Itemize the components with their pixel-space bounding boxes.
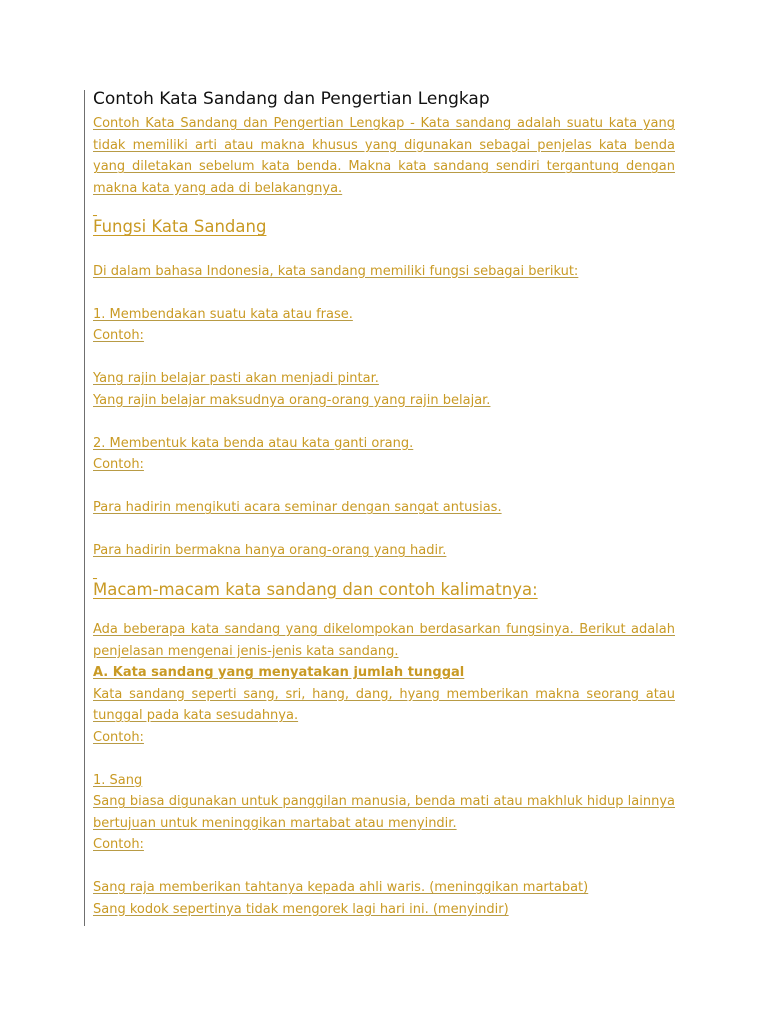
example-link[interactable]: Yang rajin belajar maksudnya orang-orang yang rajin belajar. — [93, 392, 491, 408]
spacer — [93, 282, 675, 304]
document-content — [93, 88, 675, 920]
spacer — [93, 519, 675, 541]
small-link-marker[interactable]: _ — [93, 569, 97, 579]
spacer — [93, 748, 675, 770]
contoh-label-link[interactable]: Contoh: — [93, 457, 144, 472]
spacer — [93, 347, 675, 369]
example-link[interactable]: Yang rajin belajar pasti akan menjadi pintar. — [93, 371, 379, 386]
contoh-label-link[interactable]: Contoh: — [93, 837, 144, 852]
left-margin-rule — [84, 90, 85, 926]
sang-description-link[interactable]: Sang biasa digunakan untuk panggilan manusia, benda mati atau makhluk hidup lainnya bertujuan untuk meninggikan martabat atau menyindir. — [93, 794, 675, 831]
fungsi-point-2-link[interactable]: 2. Membentuk kata benda atau kata ganti orang. — [93, 435, 414, 451]
spacer — [93, 600, 675, 622]
document-title: Contoh Kata Sandang dan Pengertian Lengkap — [93, 89, 490, 109]
spacer — [93, 411, 675, 433]
sang-example-link[interactable]: Sang kodok sepertinya tidak mengorek lagi hari ini. (menyindir) — [93, 901, 509, 917]
example-link[interactable]: Para hadirin mengikuti acara seminar dengan sangat antusias. — [93, 500, 502, 515]
subpoint-sang-link[interactable]: 1. Sang — [93, 772, 143, 788]
spacer — [93, 237, 675, 259]
contoh-label-link[interactable]: Contoh: — [93, 328, 144, 343]
section-a-title-link[interactable]: A. Kata sandang yang menyatakan jumlah tunggal — [93, 665, 465, 680]
section-a-description-link[interactable]: Kata sandang seperti sang, sri, hang, dang, hyang memberikan makna seorang atau tunggal pada kata sesudahnya. — [93, 686, 675, 723]
contoh-label-link[interactable]: Contoh: — [93, 729, 144, 745]
fungsi-point-1-link[interactable]: 1. Membendakan suatu kata atau frase. — [93, 306, 353, 322]
macam-intro-link[interactable]: Ada beberapa kata sandang yang dikelompokan berdasarkan fungsinya. Berikut adalah penjelasan mengenai jenis-jenis kata sandang. — [93, 622, 675, 659]
intro-paragraph-link[interactable]: Contoh Kata Sandang dan Pengertian Lengkap - Kata sandang adalah suatu kata yang tidak memiliki arti atau makna khusus yang digunakan sebagai penjelas kata benda yang diletakan sebelum kata benda. Makna kata sandang sendiri tergantung dengan makna kata yang ada di belakangnya. — [93, 116, 675, 196]
fungsi-intro-link[interactable]: Di dalam bahasa Indonesia, kata sandang memiliki fungsi sebagai berikut: — [93, 263, 579, 279]
section-heading-fungsi[interactable]: Fungsi Kata Sandang — [93, 217, 267, 236]
example-link[interactable]: Para hadirin bermakna hanya orang-orang yang hadir. — [93, 543, 447, 558]
spacer — [93, 199, 675, 207]
spacer — [93, 562, 675, 570]
spacer — [93, 856, 675, 878]
section-heading-macam[interactable]: Macam-macam kata sandang dan contoh kalimatnya: — [93, 579, 538, 599]
spacer — [93, 476, 675, 498]
small-link-marker[interactable]: _ — [93, 207, 97, 216]
sang-example-link[interactable]: Sang raja memberikan tahtanya kepada ahli waris. (meninggikan martabat) — [93, 880, 589, 895]
